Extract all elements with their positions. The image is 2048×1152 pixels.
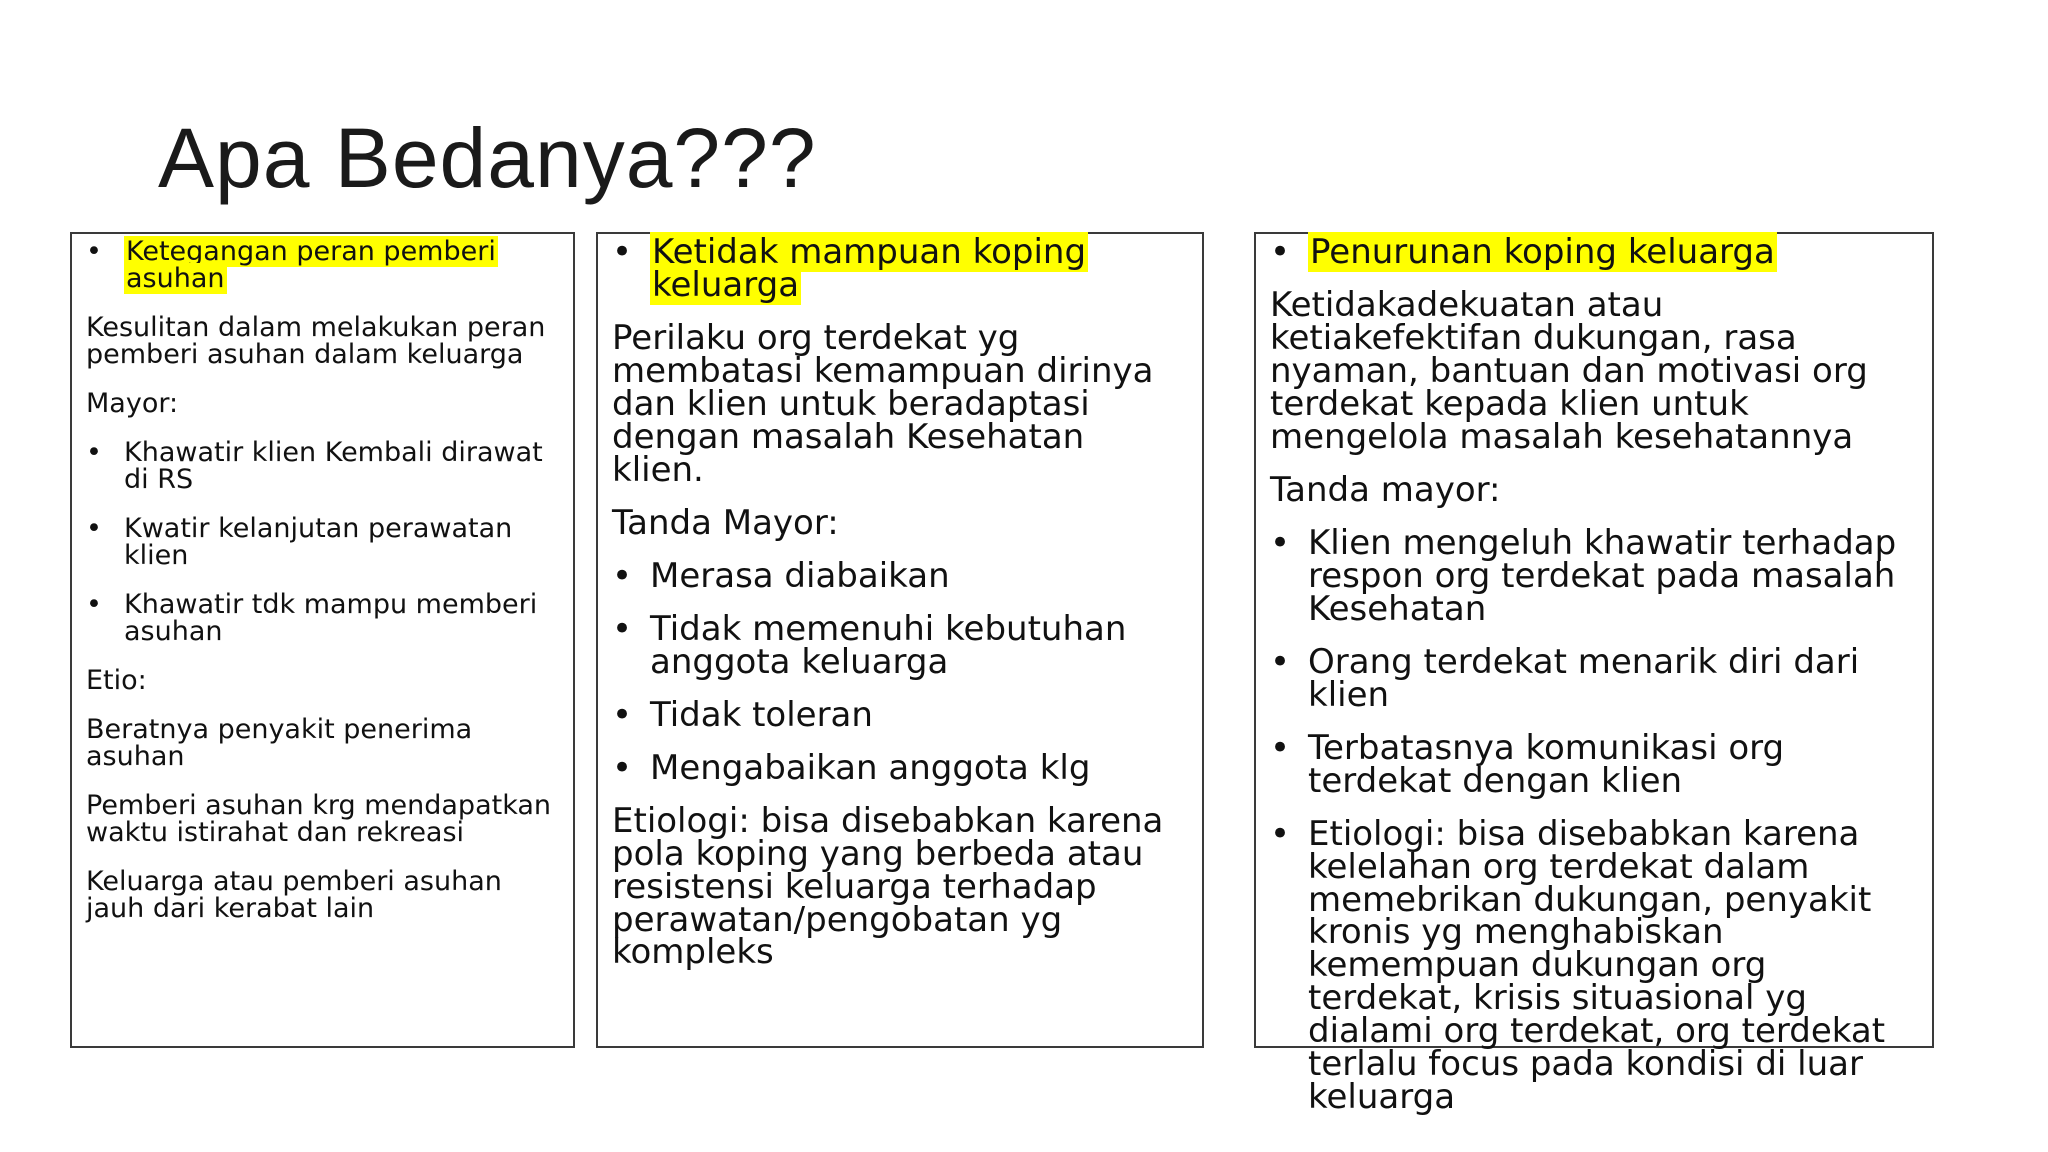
box1-heading-list — [86, 238, 557, 292]
box-penurunan-koping — [1254, 232, 1934, 1118]
box2-mayor-label: Tanda Mayor: — [612, 502, 839, 543]
box-ketidakmampuan-koping — [596, 232, 1204, 1048]
box1-mayor-label: Mayor: — [86, 388, 179, 419]
box1-mayor-item: • Khawatir klien Kembali dirawat di RS — [86, 439, 557, 493]
box2-definition: Perilaku org terdekat yg membatasi kemampuan dirinya dan klien untuk beradaptasi dengan masalah Kesehatan klien. — [612, 317, 1154, 490]
box2-etiologi: Etiologi: bisa disebabkan karena pola koping yang berbeda atau resistensi keluarga terhadap perawatan/pengobatan yg kompleks — [612, 800, 1164, 973]
box1-etio-item: Pemberi asuhan krg mendapatkan waktu istirahat dan rekreasi — [86, 790, 552, 848]
box2-heading: Ketidak mampuan koping keluarga — [652, 232, 1087, 305]
box3-mayor-item: • Klien mengeluh khawatir terhadap respon org terdekat pada masalah Kesehatan — [1270, 527, 1916, 626]
box3-mayor-list — [1270, 522, 1916, 1118]
box3-mayor-item: • Terbatasnya komunikasi org terdekat dengan klien — [1270, 732, 1916, 798]
box3-mayor-item: • Orang terdekat menarik diri dari klien — [1270, 646, 1916, 712]
box2-mayor-item: • Merasa diabaikan — [612, 560, 1186, 593]
box-ketegangan-peran — [70, 232, 575, 1048]
box3-mayor-item: • Etiologi: bisa disebabkan karena kelelahan org terdekat dalam memebrikan dukungan, penyakit kronis yg menghabiskan kemempuan dukungan org terdekat, krisis situasional yg dialami org terdekat, org terdekat terlalu focus pada kondisi di luar keluarga — [1270, 818, 1916, 1115]
box2-heading-list — [612, 232, 1186, 305]
box3-heading-item — [1270, 232, 1916, 272]
box1-mayor-item: • Khawatir tdk mampu memberi asuhan — [86, 591, 557, 645]
box1-etio-label: Etio: — [86, 665, 147, 696]
box2-mayor-list — [612, 555, 1186, 788]
box3-heading: Penurunan koping keluarga — [1310, 232, 1775, 272]
box3-mayor-label: Tanda mayor: — [1270, 469, 1501, 510]
box1-mayor-item: • Kwatir kelanjutan perawatan klien — [86, 515, 557, 569]
box3-heading-list — [1270, 232, 1916, 272]
box1-definition: Kesulitan dalam melakukan peran pemberi asuhan dalam keluarga — [86, 312, 546, 370]
box1-mayor-list — [86, 439, 557, 645]
box3-definition: Ketidakadekuatan atau ketiakefektifan dukungan, rasa nyaman, bantuan dan motivasi org terdekat kepada klien untuk mengelola masalah kesehatannya — [1270, 284, 1868, 457]
slide-title: Apa Bedanya??? — [158, 111, 817, 205]
box2-heading-item — [612, 232, 1186, 305]
box1-etio-item: Keluarga atau pemberi asuhan jauh dari kerabat lain — [86, 866, 502, 924]
box1-heading: Ketegangan peran pemberi asuhan — [126, 236, 496, 294]
box1-etio-item: Beratnya penyakit penerima asuhan — [86, 714, 473, 772]
box2-mayor-item: • Mengabaikan anggota klg — [612, 752, 1186, 785]
box2-mayor-item: • Tidak memenuhi kebutuhan anggota keluarga — [612, 613, 1186, 679]
box1-heading-item — [86, 238, 557, 292]
box2-mayor-item: • Tidak toleran — [612, 699, 1186, 732]
